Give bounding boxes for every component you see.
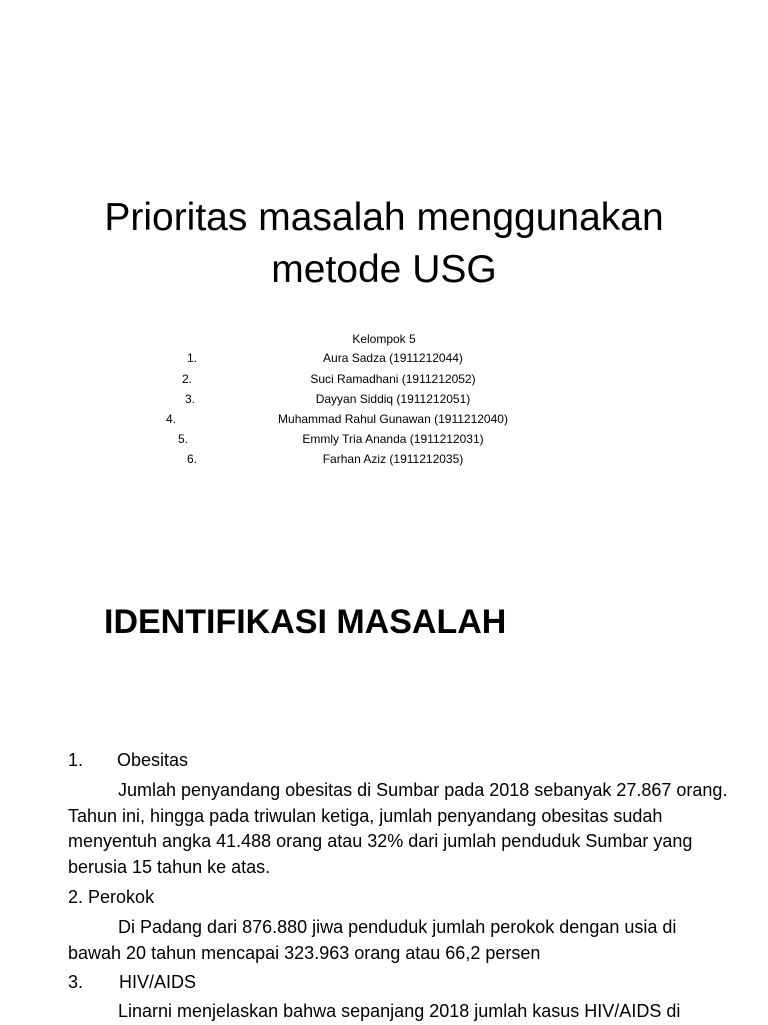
- member-name: Aura Sadza (1911212044): [323, 351, 463, 365]
- list-item-paragraph: [68, 999, 728, 1025]
- list-item-number: 1.: [68, 750, 84, 770]
- list-item-heading: [68, 970, 196, 994]
- member-row: [0, 429, 768, 449]
- member-number: 3.: [184, 392, 195, 406]
- list-item-heading: [68, 885, 154, 909]
- paragraph-text: Di Padang dari 876.880 jiwa penduduk jumlah perokok dengan usia di bawah 20 tahun mencapai 323.963 orang atau 66,2 persen: [68, 917, 677, 963]
- member-number: 5.: [177, 432, 188, 446]
- group-label: Kelompok 5: [352, 332, 416, 346]
- member-name: Farhan Aziz (1911212035): [322, 452, 464, 466]
- member-number: 2.: [181, 372, 192, 386]
- section-heading: IDENTIFIKASI MASALAH: [104, 603, 507, 641]
- list-item-number: 2.: [68, 887, 84, 907]
- list-item-label: Perokok: [88, 887, 155, 907]
- list-item-label: Obesitas: [117, 750, 189, 770]
- member-number: 6.: [186, 452, 197, 466]
- title-line-2: metode USG: [271, 248, 497, 291]
- member-row: [0, 389, 768, 409]
- member-row: [0, 449, 768, 469]
- member-name: Dayyan Siddiq (1911212051): [315, 392, 471, 406]
- member-row: [0, 409, 768, 429]
- member-name: Suci Ramadhani (1911212052): [310, 372, 476, 386]
- list-item-label: HIV/AIDS: [119, 972, 197, 992]
- member-name: Emmly Tria Ananda (1911212031): [302, 432, 484, 446]
- member-number: 4.: [165, 412, 176, 426]
- member-name: Muhammad Rahul Gunawan (1911212040): [278, 412, 508, 426]
- list-item-paragraph: [68, 915, 728, 966]
- member-row: [0, 348, 768, 368]
- member-number: 1.: [186, 351, 197, 365]
- member-row: [0, 369, 768, 389]
- list-item-number: 3.: [68, 972, 84, 992]
- paragraph-text: Jumlah penyandang obesitas di Sumbar pada 2018 sebanyak 27.867 orang. Tahun ini, hingga pada triwulan ketiga, jumlah penyandang obesitas sudah menyentuh angka 41.488 orang atau 32% dari jumlah penduduk Sumbar yang berusia 15 tahun ke atas.: [68, 780, 728, 877]
- list-item-paragraph: [68, 778, 728, 880]
- title-line-1: Prioritas masalah menggunakan: [104, 196, 664, 239]
- paragraph-text: Linarni menjelaskan bahwa sepanjang 2018 jumlah kasus HIV/AIDS di: [118, 1001, 681, 1021]
- list-item-heading: [68, 748, 188, 772]
- page-title: [0, 192, 768, 296]
